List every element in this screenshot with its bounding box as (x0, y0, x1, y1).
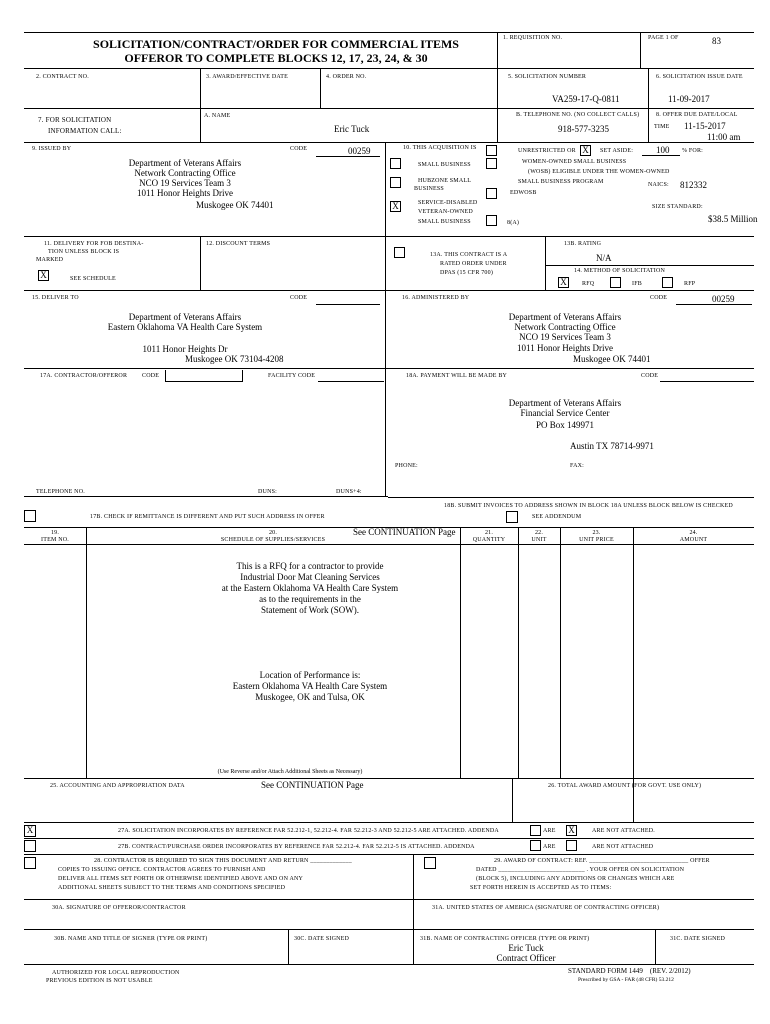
code-label: CODE (641, 373, 659, 379)
block-29-text: (BLOCK 5), INCLUDING ANY ADDITIONS OR CHANGES WHICH ARE (476, 876, 675, 882)
deliver-to-label: 15. DELIVER TO (32, 295, 79, 301)
block-29-text: DATED ___________________________ . YOUR OFFER ON SOLICITATION (476, 867, 685, 873)
ifb-label: IFB (632, 281, 642, 287)
performance-location: Muskogee, OK and Tulsa, OK (255, 692, 365, 702)
contractor-label: 17A. CONTRACTOR/OFFEROR (40, 373, 128, 379)
contract-no-label: 2. CONTRACT NO. (36, 74, 89, 80)
contact-name: Eric Tuck (334, 124, 370, 134)
form-title: SOLICITATION/CONTRACT/ORDER FOR COMMERCIAL ITEMS (93, 37, 459, 51)
continuation-note: See CONTINUATION Page (353, 527, 456, 537)
col-item-no: 19. (50, 530, 60, 536)
method-label: 14. METHOD OF SOLICITATION (574, 268, 666, 274)
col-amount: 24. (689, 530, 698, 536)
small-business-label: SMALL BUSINESS (418, 162, 471, 168)
size-standard: $38.5 Million (708, 214, 758, 224)
form-number: STANDARD FORM 1449 (REV. 2/2012) (568, 967, 691, 975)
col-unit: 22. (534, 530, 544, 536)
block-28-text: ADDITIONAL SHEETS SUBJECT TO THE TERMS AND CONDITIONS SPECIFIED (58, 885, 286, 891)
block-28-text: COPIES TO ISSUING OFFICE. CONTRACTOR AGREES TO FURNISH AND (58, 867, 266, 873)
rule (512, 778, 513, 822)
name-label: A. NAME (204, 113, 231, 119)
see-schedule-checkbox[interactable]: X (38, 270, 49, 281)
rule (385, 142, 386, 497)
hubzone-checkbox[interactable] (390, 177, 401, 188)
officer-title: Contract Officer (496, 953, 556, 963)
item-description: This is a RFQ for a contractor to provide (236, 561, 384, 571)
phone-label: B. TELEPHONE NO. (NO COLLECT CALLS) (516, 112, 640, 118)
facility-code-field[interactable] (318, 370, 384, 382)
block-29-text: 29. AWARD OF CONTRACT: REF. _______________________________ OFFER (494, 858, 710, 864)
remittance-checkbox[interactable] (24, 510, 36, 522)
code-label: CODE (650, 295, 668, 301)
item-description: Industrial Door Mat Cleaning Services (240, 572, 380, 582)
deliver-to-line: Eastern Oklahoma VA Health Care System (107, 322, 263, 332)
rule (633, 527, 634, 822)
rule (413, 854, 414, 964)
wosb-checkbox[interactable] (486, 158, 497, 169)
item-description: Statement of Work (SOW). (260, 605, 360, 615)
solicitation-no: VA259-17-Q-0811 (552, 94, 620, 104)
officer-name-label: 31B. NAME OF CONTRACTING OFFICER (TYPE OR PRINT) (420, 936, 590, 942)
reverse-note: (Use Reverse and/or Attach Additional Sheets as Necessary) (217, 769, 363, 775)
rule (497, 68, 498, 142)
block-29-text: SET FORTH HEREIN IS ACCEPTED AS TO ITEMS: (470, 885, 612, 891)
rule (24, 290, 754, 291)
rule (200, 68, 201, 142)
col-quantity: 21. (484, 530, 494, 536)
order-no-label: 4. ORDER NO. (326, 74, 367, 80)
issuer-line: 1011 Honor Heights Drive (137, 188, 233, 198)
date-signed-label: 30C. DATE SIGNED (294, 936, 350, 942)
block-28-text: 28. CONTRACTOR IS REQUIRED TO SIGN THIS DOCUMENT AND RETURN _____________ (94, 858, 352, 864)
phone-label: PHONE: (395, 463, 418, 469)
officer-date-label: 31C. DATE SIGNED (670, 936, 726, 942)
accounting-value: See CONTINUATION Page (261, 780, 364, 790)
deliver-to-line: 1011 Honor Heights Dr (142, 344, 228, 354)
clause-27a-checkbox[interactable]: X (24, 825, 36, 837)
block-28-checkbox[interactable] (24, 857, 36, 869)
due-date: 11-15-2017 (684, 121, 726, 131)
issue-date: 11-09-2017 (668, 94, 710, 104)
clause-27b: 27B. CONTRACT/PURCHASE ORDER INCORPORATES BY REFERENCE FAR 52.212-4. FAR 52.212-5 IS ATTACHED. ADDENDA (118, 844, 475, 850)
administered-by-label: 16. ADMINISTERED BY (402, 295, 470, 301)
wosb-label: SMALL BUSINESS PROGRAM (518, 179, 604, 185)
sdvosb-label: SERVICE-DISABLED (418, 200, 478, 206)
issuer-line: Network Contracting Office (134, 168, 236, 178)
contractor-code-field[interactable] (165, 370, 243, 382)
administrator-line: Network Contracting Office (514, 322, 616, 332)
rule (655, 929, 656, 964)
addenda-are-b-checkbox[interactable] (530, 840, 541, 851)
code-label: CODE (290, 146, 308, 152)
rule (86, 527, 87, 778)
info-call-label: INFORMATION CALL: (48, 127, 122, 135)
rule (24, 964, 754, 965)
col-amount: AMOUNT (679, 537, 708, 543)
issued-by-code: 00259 (348, 146, 371, 156)
rule (560, 527, 561, 778)
remittance-label: 17B. CHECK IF REMITTANCE IS DIFFERENT AND PUT SUCH ADDRESS IN OFFER (90, 514, 325, 520)
naics-code: 812332 (680, 180, 707, 190)
contact-phone: 918-577-3235 (558, 124, 609, 134)
info-call-label: 7. FOR SOLICITATION (38, 116, 112, 124)
col-supplies: SCHEDULE OF SUPPLIES/SERVICES (220, 537, 326, 543)
rule (24, 854, 754, 855)
col-unit: UNIT (531, 537, 547, 543)
rule (24, 822, 754, 823)
rule (24, 929, 754, 930)
sdvosb-label: SMALL BUSINESS (418, 219, 471, 225)
rfp-checkbox[interactable] (662, 277, 673, 288)
rule (200, 236, 201, 290)
issuer-line: Department of Veterans Affairs (128, 158, 242, 168)
pct-underline (642, 155, 680, 156)
rule (24, 68, 754, 69)
set-aside-label: SET ASIDE: (600, 148, 634, 154)
payment-line: Austin TX 78714-9971 (570, 441, 654, 451)
issue-date-label: 6. SOLICITATION ISSUE DATE (656, 74, 743, 80)
rule (24, 778, 754, 779)
rule (320, 68, 321, 108)
naics-label: NAICS: (648, 182, 669, 188)
rule (545, 236, 546, 290)
block-29-checkbox[interactable] (424, 857, 436, 869)
hubzone-label: BUSINESS (414, 186, 444, 192)
eight-a-label: 8(A) (507, 220, 520, 226)
rule (24, 544, 754, 545)
duns4-label: DUNS+4: (336, 489, 362, 495)
administrator-line: 1011 Honor Heights Drive (517, 343, 613, 353)
are-not-label: ARE NOT ATTACHED. (592, 828, 655, 834)
clause-27b-checkbox[interactable] (24, 840, 36, 852)
payment-line: Department of Veterans Affairs (508, 398, 622, 408)
administrator-line: Department of Veterans Affairs (508, 312, 622, 322)
addenda-are-not-b-checkbox[interactable] (566, 840, 577, 851)
payment-label: 18A. PAYMENT WILL BE MADE BY (406, 373, 508, 379)
col-unit-price: UNIT PRICE (579, 537, 614, 543)
sdvosb-label: VETERAN-OWNED (418, 209, 473, 215)
payment-line: PO Box 149971 (535, 420, 594, 430)
fob-label: TION UNLESS BLOCK IS (48, 249, 120, 255)
rating-label: 13B. RATING (564, 241, 602, 247)
footer-edition: PREVIOUS EDITION IS NOT USABLE (46, 978, 153, 984)
due-date-label: 8. OFFER DUE DATE/LOCAL (656, 112, 738, 118)
are-not-label: ARE NOT ATTACHED (592, 844, 654, 850)
code-underline (316, 304, 380, 305)
rfq-checkbox[interactable]: X (558, 277, 569, 288)
fob-label: 11. DELIVERY FOR FOB DESTINA- (44, 241, 144, 247)
hubzone-label: HUBZONE SMALL (418, 178, 472, 184)
issuer-line: Muskogee OK 74401 (196, 200, 274, 210)
addenda-are-checkbox[interactable] (530, 825, 541, 836)
signer-name-label: 30B. NAME AND TITLE OF SIGNER (TYPE OR PRINT) (54, 936, 208, 942)
deliver-to-line: Muskogee OK 73104-4208 (185, 354, 284, 364)
discount-terms-label: 12. DISCOUNT TERMS (206, 241, 271, 247)
wosb-label: (WOSB) ELIGIBLE UNDER THE WOMEN-OWNED (528, 169, 670, 175)
rule (497, 32, 498, 68)
rfp-label: RFP (684, 281, 696, 287)
addenda-are-not-checkbox[interactable]: X (566, 825, 577, 836)
col-item-no: ITEM NO. (41, 537, 69, 543)
set-aside-checkbox[interactable]: X (580, 145, 591, 156)
rule (518, 527, 519, 778)
rule (24, 236, 754, 237)
invoice-label: 18B. SUBMIT INVOICES TO ADDRESS SHOWN IN BLOCK 18A UNLESS BLOCK BELOW IS CHECKED (444, 503, 733, 509)
fob-label: MARKED (36, 257, 64, 263)
due-time: 11:00 am (707, 132, 741, 142)
acquisition-label: 10. THIS ACQUISITION IS (403, 145, 477, 151)
issuer-line: NCO 19 Services Team 3 (139, 178, 231, 188)
rating-value: N/A (596, 253, 612, 263)
officer-signature-label: 31A. UNITED STATES OF AMERICA (SIGNATURE OF CONTRACTING OFFICER) (432, 905, 660, 911)
rule (24, 899, 754, 900)
rule (24, 368, 754, 369)
rule (640, 32, 641, 68)
eight-a-checkbox[interactable] (486, 215, 497, 226)
acquisition-checkbox[interactable] (486, 145, 497, 156)
wosb-label: WOMEN-OWNED SMALL BUSINESS (522, 159, 627, 165)
item-description: at the Eastern Oklahoma VA Health Care System (221, 583, 399, 593)
accounting-label: 25. ACCOUNTING AND APPROPRIATION DATA (50, 783, 185, 789)
code-underline (660, 381, 754, 382)
rule (648, 68, 649, 142)
total-award-label: 26. TOTAL AWARD AMOUNT (FOR GOVT. USE ONLY) (548, 783, 702, 789)
col-quantity: QUANTITY (472, 537, 506, 543)
administered-by-code: 00259 (712, 294, 735, 304)
offeror-signature-label: 30A. SIGNATURE OF OFFEROR/CONTRACTOR (52, 905, 186, 911)
are-label: ARE (543, 844, 556, 850)
unrestricted-label: UNRESTRICTED OR (518, 148, 576, 154)
footer-reproduction: AUTHORIZED FOR LOCAL REPRODUCTION (52, 970, 180, 976)
ifb-checkbox[interactable] (610, 277, 621, 288)
small-business-checkbox[interactable] (390, 158, 401, 169)
block-28-text: DELIVER ALL ITEMS SET FORTH OR OTHERWISE IDENTIFIED ABOVE AND ON ANY (58, 876, 304, 882)
rule (24, 32, 754, 33)
edwosb-checkbox[interactable] (486, 188, 497, 199)
see-schedule-label: SEE SCHEDULE (70, 276, 116, 282)
payment-line: Financial Service Center (520, 408, 610, 418)
rated-order-label: 13A. THIS CONTRACT IS A (430, 252, 508, 258)
item-description: as to the requirements in the (259, 594, 361, 604)
time-label: TIME (654, 124, 670, 130)
performance-location: Location of Performance is: (259, 670, 361, 680)
solicitation-no-label: 5. SOLICITATION NUMBER (508, 74, 587, 80)
edwosb-label: EDWOSB (510, 190, 537, 196)
duns-label: DUNS: (258, 489, 278, 495)
issued-by-label: 9. ISSUED BY (32, 146, 72, 152)
rule (24, 108, 754, 109)
fax-label: FAX: (570, 463, 585, 469)
page-total: 83 (712, 36, 721, 46)
award-date-label: 3. AWARD/EFFECTIVE DATE (206, 74, 288, 80)
rated-order-label: DPAS (15 CFR 700) (440, 270, 494, 276)
prescribed-by: Prescribed by GSA - FAR (48 CFR) 53.212 (578, 977, 674, 983)
pct-for-label: % FOR: (682, 148, 704, 154)
addendum-label: SEE ADDENDUM (532, 514, 582, 520)
code-label: CODE (142, 373, 160, 379)
rated-order-checkbox[interactable] (394, 247, 405, 258)
code-underline (676, 304, 752, 305)
performance-location: Eastern Oklahoma VA Health Care System (232, 681, 388, 691)
are-label: ARE (543, 828, 556, 834)
requisition-label: 1. REQUISITION NO. (503, 35, 563, 41)
administrator-line: NCO 19 Services Team 3 (519, 332, 611, 342)
rule (24, 838, 754, 839)
facility-code-label: FACILITY CODE (268, 373, 316, 379)
col-unit-price: 23. (592, 530, 601, 536)
rfq-label: RFQ (582, 281, 595, 287)
set-aside-pct: 100 (656, 145, 670, 155)
rule (388, 497, 754, 498)
code-label: CODE (290, 295, 308, 301)
code-underline (316, 156, 380, 157)
size-standard-label: SIZE STANDARD: (652, 204, 703, 210)
administrator-line: Muskogee OK 74401 (573, 354, 651, 364)
rule (545, 265, 754, 266)
rule (24, 496, 388, 497)
form-subtitle: OFFEROR TO COMPLETE BLOCKS 12, 17, 23, 24, & 30 (124, 51, 428, 65)
page-label: PAGE 1 OF (648, 35, 679, 41)
rated-order-label: RATED ORDER UNDER (440, 261, 507, 267)
rule (24, 142, 754, 143)
sdvosb-checkbox[interactable]: X (390, 201, 401, 212)
telephone-label: TELEPHONE NO. (36, 489, 85, 495)
deliver-to-line: Department of Veterans Affairs (128, 312, 242, 322)
officer-name: Eric Tuck (508, 943, 544, 953)
rule (288, 929, 289, 964)
clause-27a: 27A. SOLICITATION INCORPORATES BY REFERENCE FAR 52.212-1, 52.212-4. FAR 52.212-3 AND 52.212-5 ARE ATTACHED. ADDENDA (118, 828, 499, 834)
col-supplies: 20. (268, 530, 278, 536)
addendum-checkbox[interactable] (506, 511, 518, 523)
